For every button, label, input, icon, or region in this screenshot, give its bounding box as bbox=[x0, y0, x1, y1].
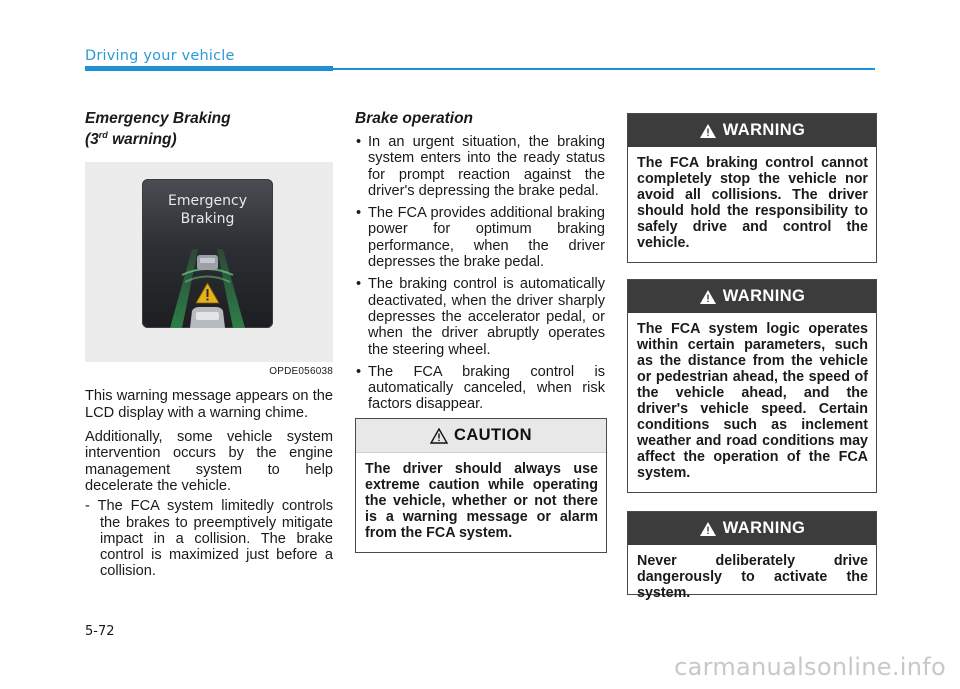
header-rule-thick bbox=[85, 66, 333, 71]
heading-line1: Emergency Braking bbox=[85, 110, 231, 127]
watermark: carmanualsonline.info bbox=[674, 653, 946, 681]
bullet-icon: • bbox=[356, 363, 362, 380]
warning-text: The FCA braking control cannot completely stop the vehicle nor avoid all collisions. The driver should hold the responsibility to safely drive and control the vehicle. bbox=[637, 155, 868, 251]
warning-text: Never deliberately drive dangerously to activate the system. bbox=[637, 553, 868, 601]
paragraph: This warning message appears on the LCD display with a warning chime. bbox=[85, 388, 333, 421]
warning-header bbox=[628, 280, 876, 313]
bullet-list bbox=[355, 134, 605, 413]
lcd-text bbox=[142, 192, 273, 228]
left-column bbox=[85, 110, 333, 580]
bullet-icon: • bbox=[356, 134, 362, 150]
heading-sup: rd bbox=[98, 130, 108, 140]
middle-column bbox=[355, 110, 605, 419]
list-item bbox=[355, 134, 605, 199]
page-number: 5-72 bbox=[85, 624, 115, 639]
brake-operation-heading: Brake operation bbox=[355, 110, 474, 127]
caution-text: The driver should always use extreme caution while operating the vehicle, whether or not there is a warning message or alarm from the FCA system. bbox=[365, 461, 598, 541]
heading-close: warning) bbox=[107, 131, 177, 149]
emergency-braking-heading bbox=[85, 110, 333, 148]
warning-text: The FCA system logic operates within certain parameters, such as the distance from the vehicle or pedestrian ahead, the speed of the vehicle ahead, and the driver's vehicle speed. Certain conditions such as inclement weather and road conditions may affect the operation of the FCA system. bbox=[637, 321, 868, 481]
warning-triangle-icon bbox=[430, 428, 448, 444]
lcd-figure bbox=[85, 162, 333, 362]
warning-triangle-icon bbox=[699, 521, 717, 537]
warning-label: WARNING bbox=[722, 519, 806, 537]
section-header: Driving your vehicle bbox=[85, 48, 235, 64]
lcd-line1: Emergency bbox=[168, 193, 247, 210]
header-rule-thin bbox=[333, 68, 875, 70]
warning-header bbox=[628, 512, 876, 545]
warning-box bbox=[627, 511, 877, 601]
caution-label: CAUTION bbox=[454, 426, 532, 444]
figure-caption: OPDE056038 bbox=[269, 366, 333, 378]
heading-open: (3 bbox=[85, 131, 99, 149]
caution-box bbox=[355, 418, 607, 553]
warning-box bbox=[627, 279, 877, 493]
dash-list-item: - The FCA system limitedly controls the brakes to preemptively mitigate impact in a collision. The brake control is maximized just before a collision. bbox=[85, 498, 333, 580]
warning-label: WARNING bbox=[722, 287, 806, 305]
bullet-text: The FCA provides additional braking power for optimum braking performance, when the driver depresses the brake pedal. bbox=[368, 205, 605, 271]
warning-label: WARNING bbox=[722, 121, 806, 139]
lcd-line2: Braking bbox=[180, 211, 235, 228]
bullet-text: The FCA braking control is automatically canceled, when risk factors disappear. bbox=[368, 363, 605, 413]
warning-header bbox=[628, 114, 876, 147]
list-item bbox=[355, 205, 605, 270]
bullet-text: The braking control is automatically deactivated, when the driver sharply depresses the accelerator pedal, or when the driver abruptly operates the steering wheel. bbox=[368, 276, 605, 358]
bullet-text: In an urgent situation, the braking system enters into the ready status for prompt reaction against the driver's depressing the brake pedal. bbox=[368, 134, 605, 199]
bullet-icon: • bbox=[356, 276, 362, 293]
list-item bbox=[355, 364, 605, 413]
caution-header bbox=[356, 419, 606, 453]
paragraph: Additionally, some vehicle system intervention occurs by the engine management system to help decelerate the vehicle. bbox=[85, 429, 333, 494]
warning-triangle-icon bbox=[699, 289, 717, 305]
warning-triangle-icon bbox=[699, 123, 717, 139]
warning-box bbox=[627, 113, 877, 263]
list-item bbox=[355, 276, 605, 357]
lcd-display bbox=[142, 179, 273, 328]
bullet-icon: • bbox=[356, 205, 362, 222]
